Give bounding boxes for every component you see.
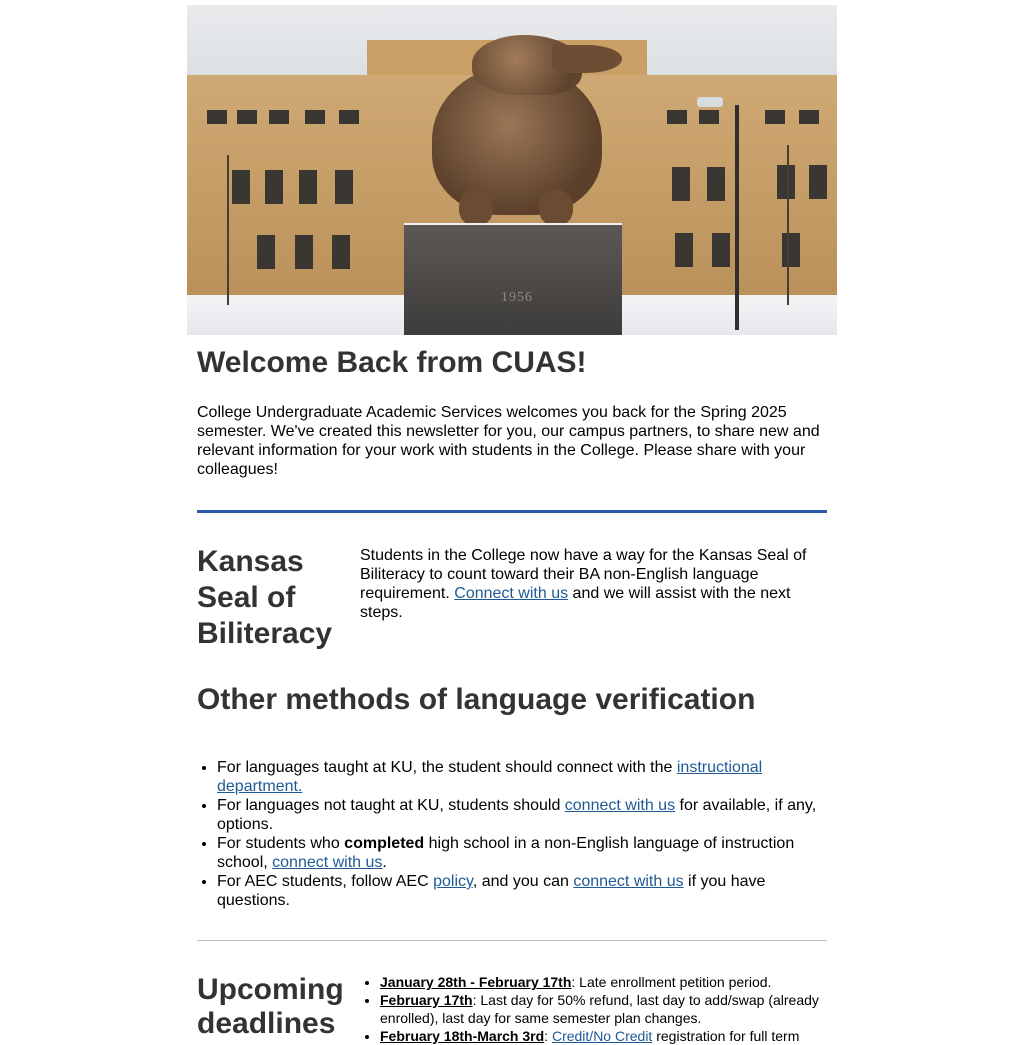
seal-text-part: Students in the College now have a way for the Kansas Seal of Biliteracy to count toward their BA non-English language requirement. — [360, 547, 807, 602]
hero-window — [232, 170, 250, 204]
hero-window — [712, 233, 730, 267]
hero-window — [339, 110, 359, 124]
hero-tree — [787, 145, 789, 305]
hero-window — [335, 170, 353, 204]
item-text: . — [382, 854, 387, 871]
item-text: high school in a non-English language of instruction school, — [217, 835, 795, 871]
newsletter — [187, 5, 837, 1045]
verification-heading: Other methods of language verification — [197, 683, 756, 716]
intro-text: College Undergraduate Academic Services welcomes you back for the Spring 2025 semester. We've created this newsletter for you, our campus partners, to share new and relevant information for your work with students in the College. Please share with your colleagues! — [197, 404, 820, 478]
jayhawk-beak — [552, 45, 622, 73]
item-text: if you have questions. — [217, 873, 766, 909]
list-item — [380, 991, 827, 1027]
hero-tree — [227, 155, 229, 305]
hero-window — [265, 170, 283, 204]
jayhawk-foot — [539, 190, 573, 226]
hero-window — [799, 110, 819, 124]
deadlines-section — [197, 973, 827, 1045]
item-text: for available, if any, options. — [217, 797, 817, 833]
deadline-date: January 28th - February 17th — [380, 974, 572, 990]
seal-text — [360, 546, 827, 652]
hero-window — [782, 233, 800, 267]
jayhawk-foot — [459, 190, 493, 226]
hero-window — [207, 110, 227, 124]
seal-heading: Kansas Seal of Biliteracy — [197, 545, 333, 650]
pedestal — [404, 225, 622, 335]
hero-lamp — [697, 97, 723, 107]
connect-link[interactable]: Connect with us — [454, 585, 569, 602]
hero-window — [257, 235, 275, 269]
hero-window — [299, 170, 317, 204]
hero-window — [699, 110, 719, 124]
policy-link[interactable]: policy — [433, 873, 473, 890]
connect-link[interactable]: connect with us — [564, 797, 676, 814]
deadline-text: : Late enrollment petition period. — [571, 974, 772, 990]
item-text: For AEC students, follow AEC — [217, 873, 434, 890]
list-item — [217, 758, 827, 796]
item-text: For languages not taught at KU, students should — [217, 797, 565, 814]
hero-image — [187, 5, 837, 335]
deadline-text: : — [544, 1028, 552, 1044]
hero-window — [765, 110, 785, 124]
list-item — [380, 1027, 827, 1045]
item-bold-text: completed — [344, 835, 425, 852]
deadlines-heading: Upcoming deadlines — [197, 973, 344, 1040]
item-text: , and you can — [472, 873, 574, 890]
page-title: Welcome Back from CUAS! — [197, 346, 587, 379]
pedestal-inscription: 1956 — [501, 290, 533, 305]
deadline-text: registration for full term — [652, 1028, 800, 1044]
verification-list — [197, 758, 827, 910]
hero-window — [809, 165, 827, 199]
connect-link[interactable]: connect with us — [573, 873, 684, 890]
hero-window — [675, 233, 693, 267]
item-text: For languages taught at KU, the student should connect with the — [217, 759, 677, 776]
hero-lamppost — [735, 105, 739, 330]
deadlines-list — [360, 973, 827, 1045]
section-divider — [197, 510, 827, 513]
item-text: For students who — [217, 835, 345, 852]
hero-window — [672, 167, 690, 201]
connect-link[interactable]: connect with us — [272, 854, 383, 871]
list-item — [217, 872, 827, 910]
section-divider — [197, 940, 827, 941]
list-item — [380, 973, 827, 991]
seal-section — [197, 544, 827, 652]
deadline-date: February 18th-March 3rd — [380, 1028, 545, 1044]
instructional-department-link[interactable]: instructional department. — [217, 759, 763, 795]
deadline-date: February 17th — [380, 992, 473, 1008]
hero-window — [777, 165, 795, 199]
list-item — [217, 796, 827, 834]
hero-window — [667, 110, 687, 124]
hero-window — [237, 110, 257, 124]
hero-window — [295, 235, 313, 269]
hero-window — [305, 110, 325, 124]
credit-no-credit-link[interactable]: Credit/No Credit — [551, 1028, 653, 1044]
hero-window — [269, 110, 289, 124]
hero-window — [707, 167, 725, 201]
hero-window — [332, 235, 350, 269]
deadline-text: : Last day for 50% refund, last day to add/swap (already enrolled), last day for same semester plan changes. — [380, 992, 819, 1026]
content — [187, 345, 837, 1045]
seal-text-part: and we will assist with the next steps. — [360, 585, 791, 621]
list-item — [217, 834, 827, 872]
